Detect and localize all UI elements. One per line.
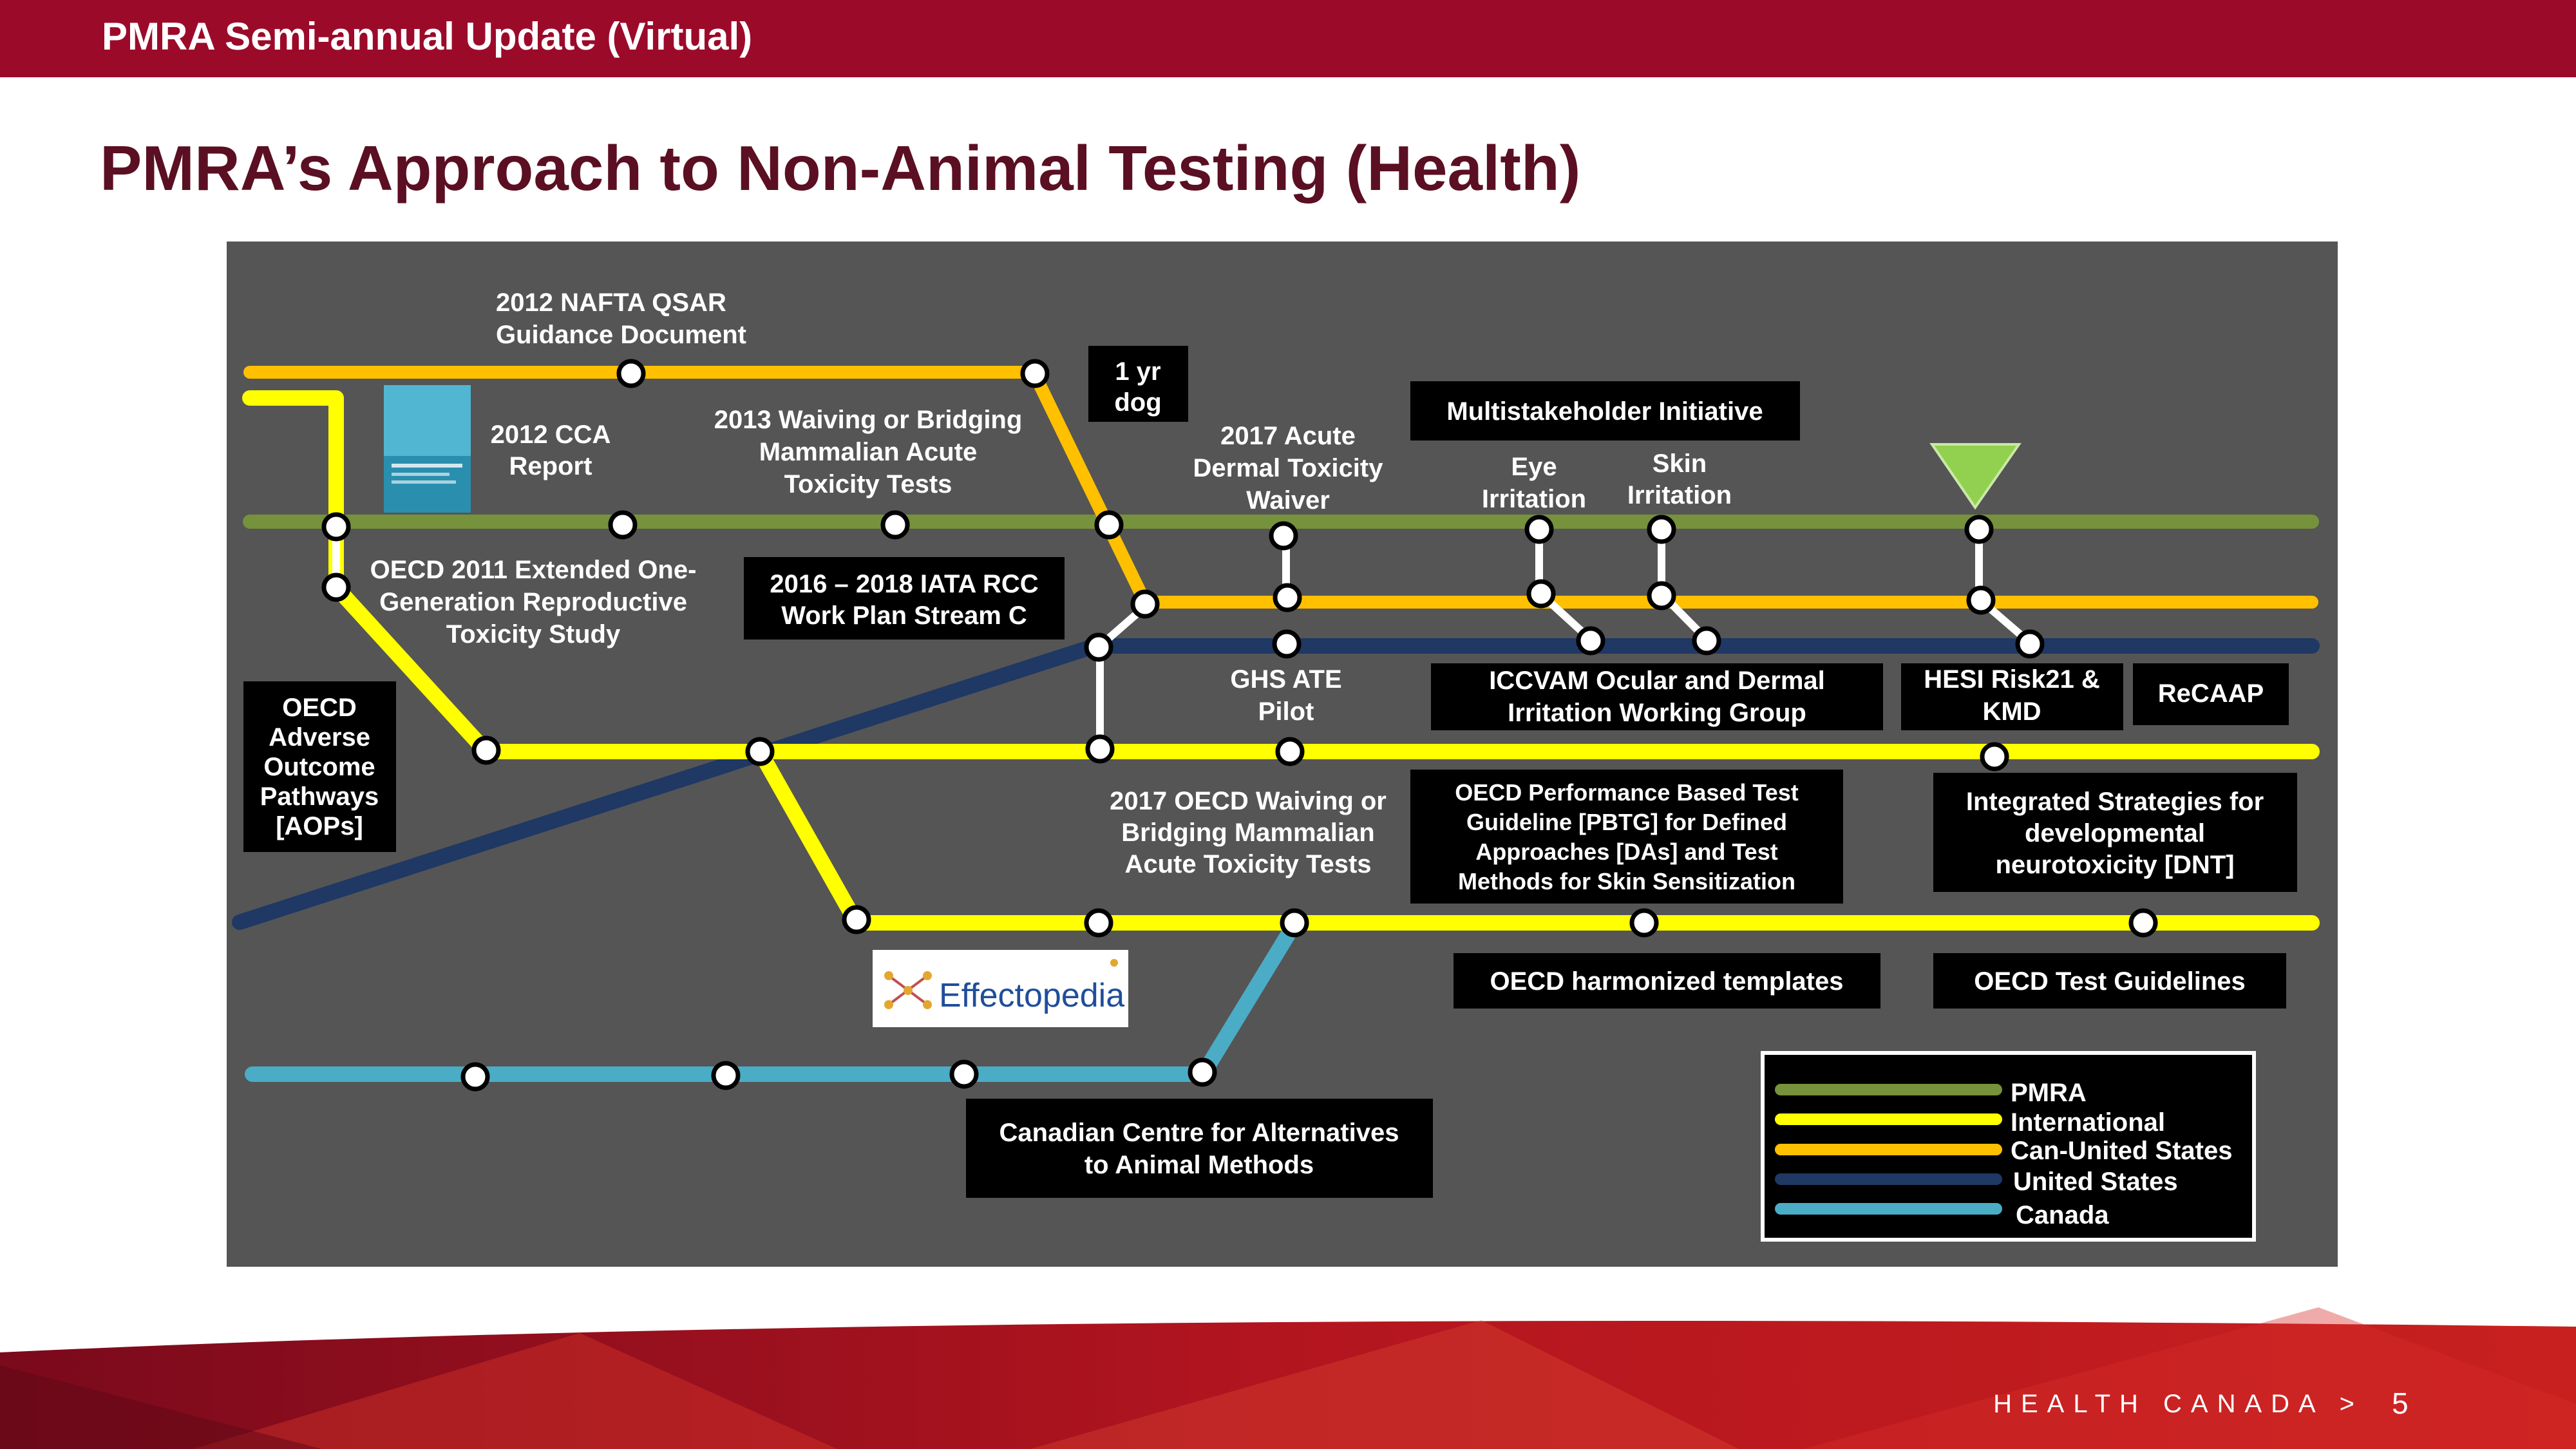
label-cca-line1: 2012 CCA [490,421,611,449]
label-ccaam-line1: Canadian Centre for Alternatives [999,1119,1399,1147]
footer-brand: HEALTH CANADA > [1993,1390,2363,1418]
label-oecd-2011-line2: Generation Reproductive [379,588,687,616]
label-ghs-ate-line2: Pilot [1258,697,1314,726]
label-aops-line1: OECD [282,694,357,722]
label-aops-line2: Adverse [269,723,370,752]
label-eye-line2: Irritation [1481,485,1587,513]
effectopedia-text: Effectopedia [939,977,1125,1014]
label-waiving-2013-line2: Mammalian Acute [759,438,978,466]
label-iccvam-line2: Irritation Working Group [1508,699,1806,727]
legend-label-international: International [2011,1108,2166,1137]
label-harmonized-templates: OECD harmonized templates [1490,967,1844,996]
label-oecd-waiving-2017-line2: Bridging Mammalian [1121,819,1375,847]
footer-band [0,1307,2576,1449]
label-nafta-qsar-line2: Guidance Document [496,321,746,349]
label-cca-line2: Report [509,452,592,480]
label-oecd-waiving-2017-line3: Acute Toxicity Tests [1124,850,1372,878]
label-one-yr-dog-line2: dog [1114,388,1162,417]
label-recaap: ReCAAP [2157,679,2264,708]
label-iccvam-line1: ICCVAM Ocular and Dermal [1489,667,1825,695]
label-hesi-line1: HESI Risk21 & [1924,665,2100,694]
label-oecd-2011-line3: Toxicity Study [446,620,621,649]
label-oecd-2011-line1: OECD 2011 Extended One- [370,556,697,584]
label-dnt-line1: Integrated Strategies for [1965,788,2264,816]
label-pbtg-line3: Approaches [DAs] and Test [1475,838,1778,865]
effectopedia-logo [873,950,1128,1027]
header-text: PMRA Semi-annual Update (Virtual) [102,15,753,58]
label-aops-line3: Outcome [263,753,375,781]
page-title: PMRA’s Approach to Non-Animal Testing (Health) [100,133,1581,204]
label-iata-rcc-line2: Work Plan Stream C [781,601,1027,630]
label-one-yr-dog-line1: 1 yr [1115,357,1161,386]
page-number: 5 [2392,1387,2409,1420]
label-pbtg-line4: Methods for Skin Sensitization [1457,868,1796,895]
label-acute-dermal-line1: 2017 Acute [1220,422,1356,450]
legend-label-pmra: PMRA [2011,1079,2087,1107]
label-iata-rcc-line1: 2016 – 2018 IATA RCC [770,570,1039,598]
label-aops-line5: [AOPs] [276,812,363,840]
label-acute-dermal-line3: Waiver [1246,486,1330,515]
label-ghs-ate-line1: GHS ATE [1230,665,1342,694]
label-waiving-2013-line3: Toxicity Tests [784,470,952,498]
label-test-guidelines: OECD Test Guidelines [1974,967,2246,996]
label-eye-line1: Eye [1511,453,1557,481]
label-ccaam-line2: to Animal Methods [1084,1151,1314,1179]
label-pbtg-line1: OECD Performance Based Test [1455,779,1799,806]
label-oecd-waiving-2017-line1: 2017 OECD Waiving or [1110,787,1387,815]
legend-label-can-us: Can-United States [2011,1137,2233,1165]
label-skin-line1: Skin [1652,450,1707,478]
label-nafta-qsar-line1: 2012 NAFTA QSAR [496,289,726,317]
label-multistakeholder: Multistakeholder Initiative [1446,397,1763,426]
legend-label-united-states: United States [2013,1168,2178,1196]
label-skin-line2: Irritation [1627,481,1732,509]
label-acute-dermal-line2: Dermal Toxicity [1193,454,1383,482]
cca-report-cover-image [384,385,471,513]
label-aops-line4: Pathways [260,782,379,811]
label-waiving-2013-line1: 2013 Waiving or Bridging [714,406,1023,434]
legend-label-canada: Canada [2016,1201,2109,1229]
label-pbtg-line2: Guideline [PBTG] for Defined [1466,809,1788,835]
label-dnt-line2: developmental [2024,819,2206,848]
label-hesi-line2: KMD [1982,697,2041,726]
label-dnt-line3: neurotoxicity [DNT] [1995,851,2235,879]
